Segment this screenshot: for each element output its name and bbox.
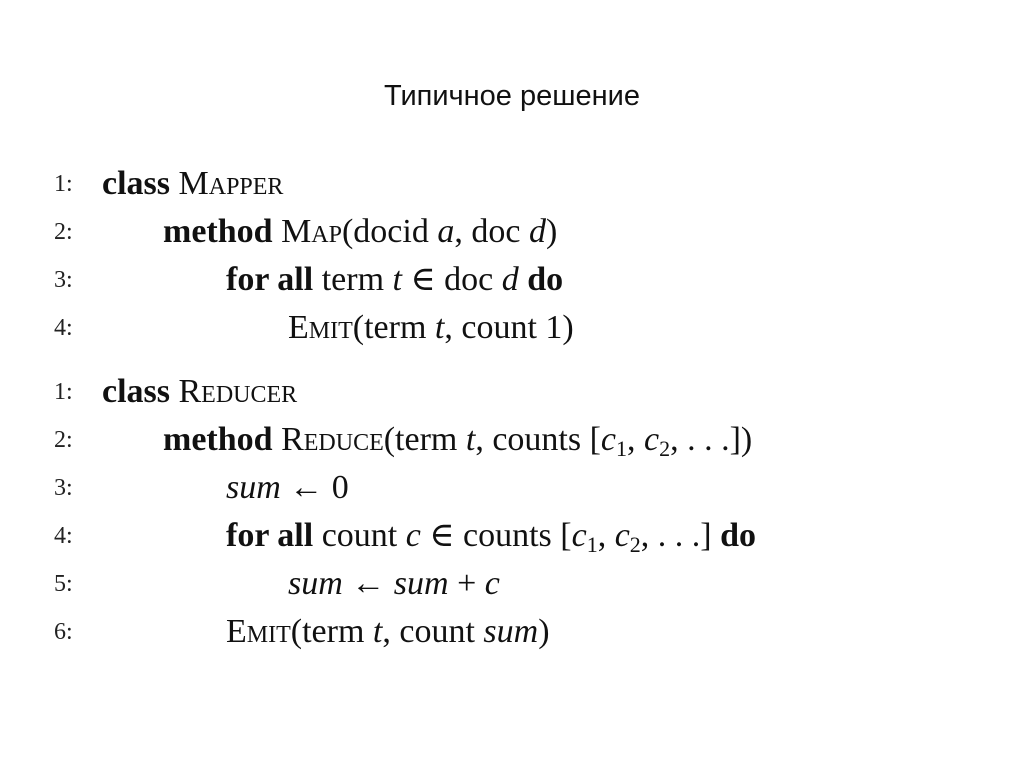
code-fragment: count: [313, 517, 406, 554]
code-text: [226, 464, 349, 512]
math-var: a: [437, 213, 455, 250]
mapper-line-3: [0, 256, 1024, 304]
mapper-line-1: [0, 160, 1024, 208]
code-fragment: (docid: [341, 213, 438, 250]
math-var: t: [372, 613, 383, 650]
code-fragment: ): [538, 613, 550, 650]
code-fragment: , count: [382, 613, 484, 650]
line-number: 1:: [54, 171, 73, 197]
subscript: 2: [629, 532, 641, 557]
keyword: for all: [226, 517, 314, 554]
reducer-line-1: [0, 368, 1024, 416]
reducer-line-4: [0, 512, 1024, 560]
reducer-line-5: [0, 560, 1024, 608]
line-number: 2:: [54, 427, 73, 453]
subscript: 1: [616, 436, 628, 461]
keyword: method: [163, 213, 273, 250]
math-var: sum: [393, 565, 449, 602]
subscript: 1: [586, 532, 598, 557]
math-var: c: [600, 421, 617, 458]
code-text: [226, 256, 563, 304]
line-number: 6:: [54, 619, 73, 645]
subscript: 2: [659, 436, 671, 461]
method-name: Map: [281, 213, 342, 250]
keyword: class: [102, 165, 170, 202]
math-var: d: [528, 213, 546, 250]
method-name: Reduce: [281, 421, 384, 458]
code-text: [226, 608, 550, 656]
math-var: t: [465, 421, 476, 458]
code-text: [102, 160, 283, 208]
math-var: c: [571, 517, 587, 554]
slide-title: Типичное решение: [384, 80, 640, 112]
math-var: sum: [288, 565, 343, 602]
code-fragment: term: [313, 261, 393, 298]
code-fragment: , . . .]): [670, 421, 753, 458]
code-fragment: , doc: [454, 213, 529, 250]
code-text: [288, 304, 574, 352]
function-name: Emit: [288, 309, 353, 346]
math-var: t: [434, 309, 445, 346]
function-name: Emit: [226, 613, 291, 650]
keyword: method: [163, 421, 273, 458]
code-fragment: (term: [352, 309, 435, 346]
math-var: c: [405, 517, 421, 554]
keyword: do: [720, 517, 757, 554]
code-text: [163, 416, 752, 464]
mapper-line-2: [0, 208, 1024, 256]
line-number: 4:: [54, 315, 73, 341]
code-fragment: , . . .]: [640, 517, 721, 554]
line-number: 3:: [54, 475, 73, 501]
code-fragment: +: [448, 565, 485, 602]
code-fragment: ←: [342, 565, 394, 602]
code-fragment: , count 1): [444, 309, 574, 346]
code-fragment: ,: [627, 421, 645, 458]
code-text: [163, 208, 557, 256]
line-number: 4:: [54, 523, 73, 549]
keyword: class: [102, 373, 170, 410]
code-fragment: ← 0: [280, 469, 349, 506]
math-var: c: [644, 421, 660, 458]
line-number: 5:: [54, 571, 73, 597]
code-fragment: ): [545, 213, 558, 250]
code-fragment: (term: [290, 613, 373, 650]
code-text: [226, 512, 756, 560]
math-var: d: [501, 261, 519, 298]
code-fragment: ,: [597, 517, 615, 554]
code-fragment: (term: [383, 421, 466, 458]
reducer-line-3: [0, 464, 1024, 512]
line-number: 2:: [54, 219, 73, 245]
math-var: sum: [483, 613, 539, 650]
reducer-line-2: [0, 416, 1024, 464]
math-var: sum: [226, 469, 281, 506]
line-number: 1:: [54, 379, 73, 405]
class-name: Reducer: [178, 373, 298, 410]
code-text: [288, 560, 500, 608]
code-text: [102, 368, 297, 416]
math-var: t: [392, 261, 402, 298]
line-number: 3:: [54, 267, 73, 293]
mapper-line-4: [0, 304, 1024, 352]
class-name: Mapper: [178, 165, 284, 202]
reducer-line-6: [0, 608, 1024, 656]
code-fragment: ∈ counts [: [420, 517, 572, 554]
code-fragment: , counts [: [475, 421, 601, 458]
math-var: c: [614, 517, 630, 554]
keyword: for all: [226, 261, 314, 298]
code-fragment: ∈ doc: [401, 261, 502, 298]
keyword: do: [527, 261, 564, 298]
math-var: c: [484, 565, 500, 602]
